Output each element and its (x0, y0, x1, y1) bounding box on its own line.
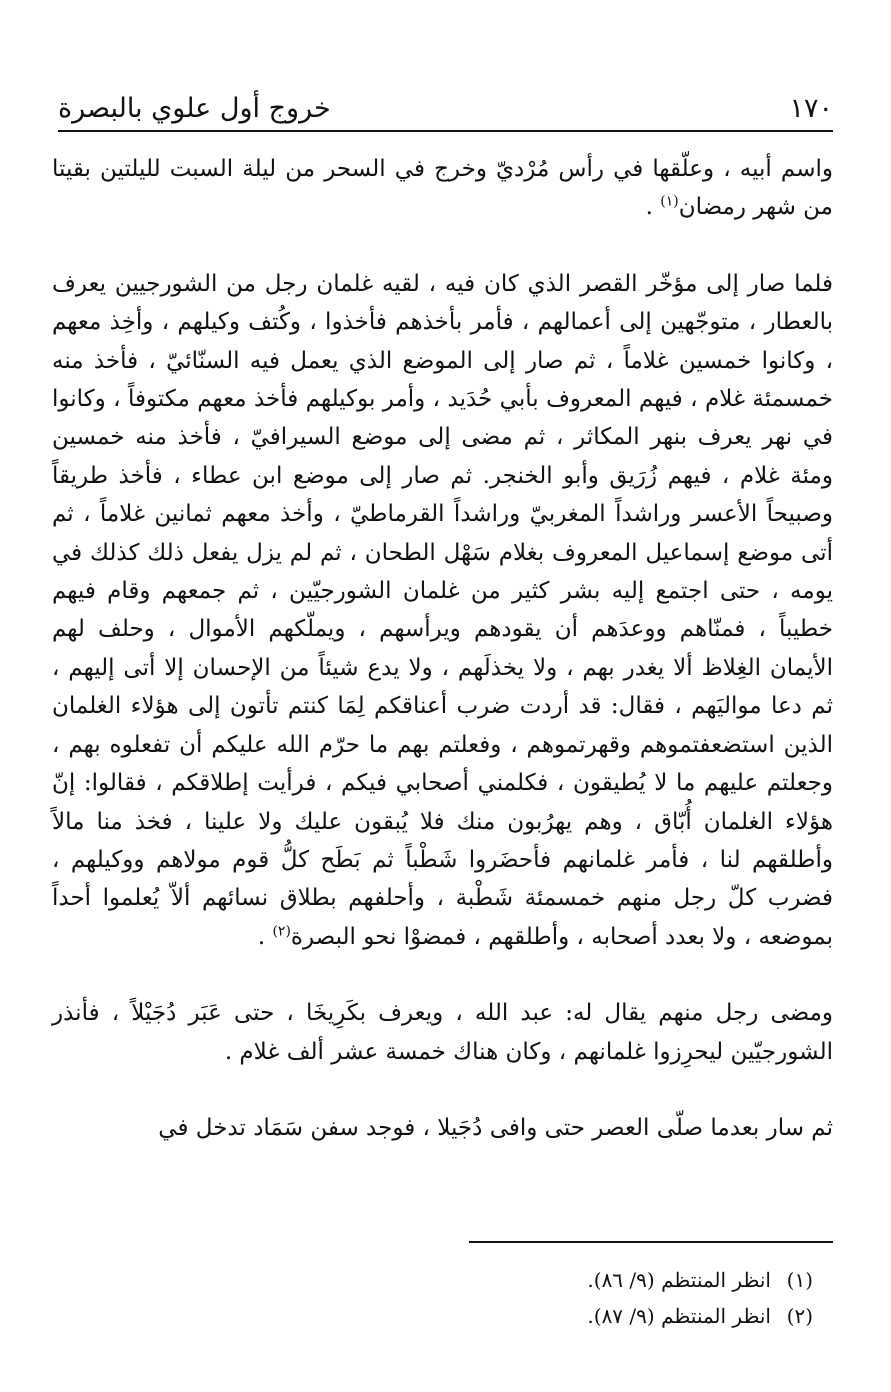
page-number: ١٧٠ (789, 93, 833, 124)
footnote-number: (١) (786, 1268, 813, 1292)
footnote-marker: (٢) (272, 923, 291, 940)
footnote-rule (469, 1241, 833, 1243)
footnote-text: انظر المنتظم (٩/ ٨٦). (587, 1268, 771, 1292)
main-text (52, 150, 833, 1147)
paragraph-text: فلما صار إلى مؤخّر القصر الذي كان فيه ، لقيه غلمان رجل من الشورجيين يعرف بالعطار ، متوجّهين إلى أعمالهم ، فأمر بأخذهم فأخذوا ، وكُتف وكيلهم ، وأخِذ معهم ، وكانوا خمسين غلاماً ، ثم صار إلى الموضع الذي يعمل فيه السنّائيّ ، فأخذ منه خمسمئة غلام ، فيهم المعروف بأبي حُدَيد ، وأمر بوكيلهم فأخذ معهم مكتوفاً ، وكانوا في نهر يعرف بنهر المكاثر ، ثم مضى إلى موضع السيرافيّ ، فأخذ منه خمسين ومئة غلام ، فيهم زُرَيق وأبو الخنجر. ثم صار إلى موضع ابن عطاء ، فأخذ طريقاً وصبيحاً الأعسر وراشداً المغربيّ وراشداً القرماطيّ ، وأخذ معهم ثمانين غلاماً ، ثم أتى موضع إسماعيل المعروف بغلام سَهْل الطحان ، ثم لم يزل يفعل ذلك كذلك في يومه ، حتى اجتمع إليه بشر كثير من غلمان الشورجيّين ، ثم جمعهم وقام فيهم خطيباً ، فمنّاهم ووعدَهم أن يقودهم ويرأسهم ، ويملّكهم الأموال ، وحلف لهم الأيمان الغِلاظ ألا يغدر بهم ، ولا يخذلَهم ، ولا يدع شيئاً من الإحسان إلا أتى إليهم ، ثم دعا مواليَهم ، فقال: قد أردت ضرب أعناقكم لِمَا كنتم تأتون إلى هؤلاء الغلمان الذين استضعفتموهم وقهرتموهم ، وفعلتم بهم ما حرّم الله عليكم أن تفعلوه بهم ، وجعلتم عليهم ما لا يُطيقون ، فكلمني أصحابي فيكم ، فرأيت إطلاقكم ، فقالوا: إنّ هؤلاء الغلمان أُبّاق ، وهم يهرُبون منك فلا يُبقون عليك ولا علينا ، فخذ منا مالاً وأطلقهم لنا ، فأمر غلمانهم فأحضَروا شَطْباً ثم بَطَح كلُّ قوم مولاهم ووكيلهم ، فضرب كلّ رجل منهم خمسمئة شَطْبة ، وأحلفهم بطلاق نسائهم ألاّ يُعلموا أحداً بموضعه ، ولا بعدد أصحابه ، وأطلقهم ، فمضوْا نحو البصرة (52, 270, 833, 950)
paragraph-text: ومضى رجل منهم يقال له: عبد الله ، ويعرف بكَرِيخَا ، حتى عَبَر دُجَيْلاً ، فأنذر الشورجيّين ليحرِزوا غلمانهم ، وكان هناك خمسة عشر ألف غلام . (52, 1000, 833, 1065)
paragraph (52, 150, 833, 227)
page-header (58, 86, 833, 126)
paragraph (52, 1109, 833, 1147)
footnote-text: انظر المنتظم (٩/ ٨٧). (587, 1304, 771, 1328)
header-rule (58, 130, 833, 132)
paragraph (52, 265, 833, 956)
running-title: خروج أول علوي بالبصرة (58, 93, 331, 124)
footnote-number: (٢) (786, 1304, 813, 1328)
footnotes (58, 1262, 813, 1334)
paragraph (52, 994, 833, 1071)
paragraph-text: ثم سار بعدما صلّى العصر حتى وافى دُجَيلا ، فوجد سفن سَمَاد تدخل في (158, 1114, 833, 1141)
footnote-item (58, 1262, 813, 1298)
paragraph-text: واسم أبيه ، وعلّقها في رأس مُرْديّ وخرج في السحر من ليلة السبت لليلتين بقيتا من شهر رمضان (52, 156, 833, 221)
paragraph-tail: . (257, 923, 273, 950)
paragraph-tail: . (645, 194, 661, 221)
footnote-marker: (١) (660, 193, 679, 210)
footnote-item (58, 1298, 813, 1334)
